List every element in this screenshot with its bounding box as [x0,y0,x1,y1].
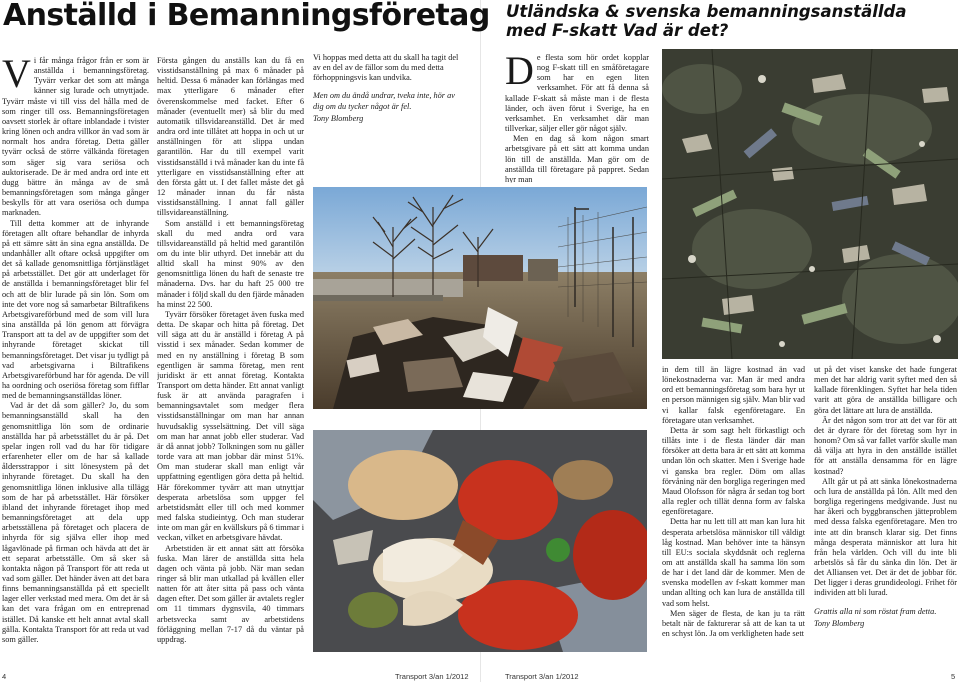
litter-ground-photo [662,49,958,359]
paragraph: Arbetstiden är ett annat sätt att försöka fuska. Man lärer de anställda sitta hela dagen och vänta på jobb. När man sedan ringer så blir man utkallad på kvällen eller natten för att åter sitta på pass och vänta dagen efter. Det som gäller är avtalets regler om 11 timmars dygnsvila, 40 timmars arbetsvecka samt av arbetstidens förläggning mellan 7-17 då du väntar på uppdrag. [157,543,304,644]
closing-quote: Men om du ändå undrar, tveka inte, hör av dig om du tycker något är fel. [313,91,455,111]
drop-cap: D [505,53,534,93]
paragraph: Vad är det då som gäller? Jo, du som bemanningsanställd skall ha den genomsnittliga lön som de ordinarie anställda har på arbetsstället du är på. Det spelar ingen roll vad du har för tidigare erfarenheter eller om de har så kallade åldersstrappor i sitt lönesystem på det inhyrande företaget. Du skall ha den genomsnittliga lönen inklusive alla tillägg som de har på arbetsstället. Här försöker ibland det inhyrande företaget ihop med bemanningsföretaget att dela upp arbetsställena på företaget och placera de inhyrda för sig själva eller ihop med lågavlönade på firman och hävda att det är ett separat arbetsställe. Om så sker så kontakta någon på Transport för att reda ut vad som gäller. Det händer även att det bara finns bemanningsanställda på ett speciellt lager eller verkstad med mera. Om det är så kan det vara frågan om en entreprenad istället. Då kanske ett helt annat avtal skall gälla. Kontakta Transport för att reda ut vad som gäller. [2,401,149,644]
paragraph-text: e flesta som hör ordet kopplar nog F-skatt till en småföretagare som har en egen liten verksamhet. För att få denna så kallade F-skatt så måste man i de flesta länder, och även förut i Sverige, ha en verksamhet. En verksamhet där man tillverkar, säljer eller gör något själv. [505,53,649,134]
paragraph [505,53,649,134]
paragraph: Allt går ut på att sänka lönekostnaderna och lura de anställda på lön. Allt med den borgliga regeringens medgivande. Just nu har åkeri och byggbranschen jätteproblem med dessa falska egenföretagare. Men tro inte att din bransch klarar sig. Det finns många desperata människor att lura hit från hela världen. Och vill du inte bli arbetslös så får du sänka din lön. Det är det Alliansen vet. Det är det de jobbar för. Det ligger i deras grundideologi. Frihet för individen att bli lurad. [814,476,957,598]
paragraph: Är det någon som tror att det var för att det är dyrare för det företag som hyr in honom? Om så var fallet varför skulle man då välja att hyra in den anställde istället för att anställa densamma för en lägre kostnad? [814,415,957,476]
paragraph: Som anställd i ett bemanningsföretag skall du med andra ord vara tillsvidareanställd på heltid med garantilön om du inte blir uthyrd. Det innebär att du alltid skall ha minst 90% av den genomsnittliga lönen du haft de senaste tre månaderna. Dvs. har du haft 25 000 tre månader i följd skall du den fjärde månaden ha minst 22 500. [157,218,304,309]
article-column-3 [313,53,460,153]
paragraph [2,56,149,219]
drop-cap: V [2,56,31,96]
footer-left: Transport 3/an 1/2012 [395,672,469,681]
food-waste-photo [313,430,647,652]
article-column-5 [662,365,805,667]
article-column-1 [2,56,149,668]
paragraph: Men säger de flesta, de kan ju ta rätt betalt när de fakturerar så att de kan ta ut en schyst lön. Ja om verkligheten hade sett [662,608,805,639]
paragraph: in dem till än lägre kostnad än vad lönekostnaderna var. Man är med andra ord ett bemanningsföretag som bara hyr ut en person männigen sig själv. Man blir vad vi kallar falsk egenföretagare. En företagare utan verksamhet. [662,365,805,425]
paragraph-text: i får många frågor från er som är anställda i bemanningsföretag. Tyvärr verkar det som att många känner sig lurade och utnyttjade. Tyvärr måste vi till viss del hålla med de som ringer till oss. Bemanningsföretagen oavsett storlek är oftare inblandade i tvister kring lönen och andra villkor än vad som är normalt hos andra företag. Detta gäller tyvärr också de större välkända företagen som säger sig vara seriösa och auktoriserade. De är med andra ord inte ett dugg bättre än många av de små bemanningsföretagen som många gånger beskylls för att vara oseriösa och dumpa marknaden. [2,56,149,218]
byline: Tony Blomberg [814,618,865,628]
page-title-right: Utländska & svenska bemanningsanställda med F-skatt Vad är det? [506,2,907,40]
street-photo [313,187,647,409]
footer-right: Transport 3/an 1/2012 [505,672,579,681]
byline: Tony Blomberg [313,113,364,123]
paragraph: Första gången du anställs kan du få en visstidsanställning på max 6 månader på heltid. Dessa 6 månader kan förlängas med max ytterligare 6 månader efter överenskommelse med facket. Efter 6 månader (eventuellt mer) så blir du med automatik tillsvidareanställd. Det är med andra ord inte tillåtet att hoppa in och ut ur anställningen för att slippa undan garantilön. Har du till exempel varit visstidsanställd i två månader kan du inte få ytterligare en visstidsanställning efter att den första gått ut. I det fallet måste det gå 12 månader innan du får nästa visstidsanställning. I annat fall gäller tillsvidareanställning. [157,56,304,218]
paragraph: Detta är som sagt helt förkastligt och tillåts inte i de flesta länder där man försöker att detta bara är ett sätt att komma undan lön och skatter. Men i Sverige hade vi ganska bra regler. Döm om allas förvåning när den borgliga regeringen med Maud Olofsson för några år sedan tog bort alla regler och tillät denna form av falska egenföretagare. [662,425,805,517]
paragraph: Tyvärr försöker företaget även fuska med detta. De skapar och hitta på företag. Det vill säga att du är anställd i företag A på visstid i sex månader. Sedan kommer de med en ny anställning i företag B som egentligen är samma företag, men rent juridiskt är ett annat företag. Kontakta Transport om detta händer. Ett annat vanligt fusk är att använda paragrafen i bemanningsavtalet som medger flera visstidsanställningar om man har annan huvudsaklig sysselsättning. Det vill säga om man har annat jobb eller studerar. Vad är då annat jobb? Tolkningen som nu gäller torde vara att man jobbar där minst 51%. Om man studerar skall man enligt vår uppfattning egentligen göra detta på heltid. Här förekommer tyvärr att man utnyttjar desperata arbetslösa som uppger fel arbetstidsmått eller till och med kommer med falska studieintyg. Och man studerar inte om man går en kvällskurs på 6 timmar i veckan, vilket en arbetsgivare hävdat. [157,309,304,543]
page-title-left: Anställd i Bemanningsföretag [3,0,490,33]
article-column-2 [157,56,304,668]
paragraph: Vi hoppas med detta att du skall ha tagit del av en del av de fällor som du med detta förhoppningsvis kan undvika. [313,53,459,83]
article-column-6 [814,365,957,667]
article-column-4 [505,53,649,183]
page-number-left: 4 [2,672,7,681]
page-number-right: 5 [951,672,956,681]
paragraph: Men en dag så kom någon smart arbetsgivare på ett sätt att komma undan lön till de anställda. Man gör om de anställda till företagare på pappret. Sedan hyr man [505,134,649,183]
paragraph: Detta har nu lett till att man kan lura hit desperata arbetslösa människor till väldigt låg kostnad. Man behöver inte ta hänsyn till EU:s sociala skyddsnät och reglerna om att anställda skall ha samma lön som de har i det land där de kommer. Men de svenska modellen av f-skatt kommer man undan allting och kan lura de anställda till vad som helst. [662,517,805,608]
paragraph: Till detta kommer att de inhyrande företagen allt oftare behandlar de inhyrda på ett sämre sätt än sina egna anställda. De undanhåller allt oftare också uppgifter om det så kallade genomsnittliga förtjänstläget på arbetsstället. Det gör att underlaget för de anställda i bemanningsföretaget blir fel och att de blir lurade på sin lön. Som om inte det vore nog så samarbetar Biltrafikens Arbetsgivareförbund med de som vill lura sina anställda på lön genom att förvägra Transport att ta del av de uppgifter som det inhyrande företaget skickat till bemanningsföretaget. Det visar ju tydligt på vad arbetsgivarna i Biltrafikens Arbetsgivareförbund har för agenda. De vill ha oordning och oseriösa företag som fifflar med de bemanningsanställdas löner. [2,218,149,401]
closing-quote: Grattis alla ni som röstat fram detta. [814,606,937,616]
paragraph: ut på det viset kanske det hade fungerat men det har aldrig varit syftet med den så kallade förenklingen. Syftet har hela tiden varit att göra de anställda billigare och göra det lättare att lura de anställda. [814,365,957,415]
